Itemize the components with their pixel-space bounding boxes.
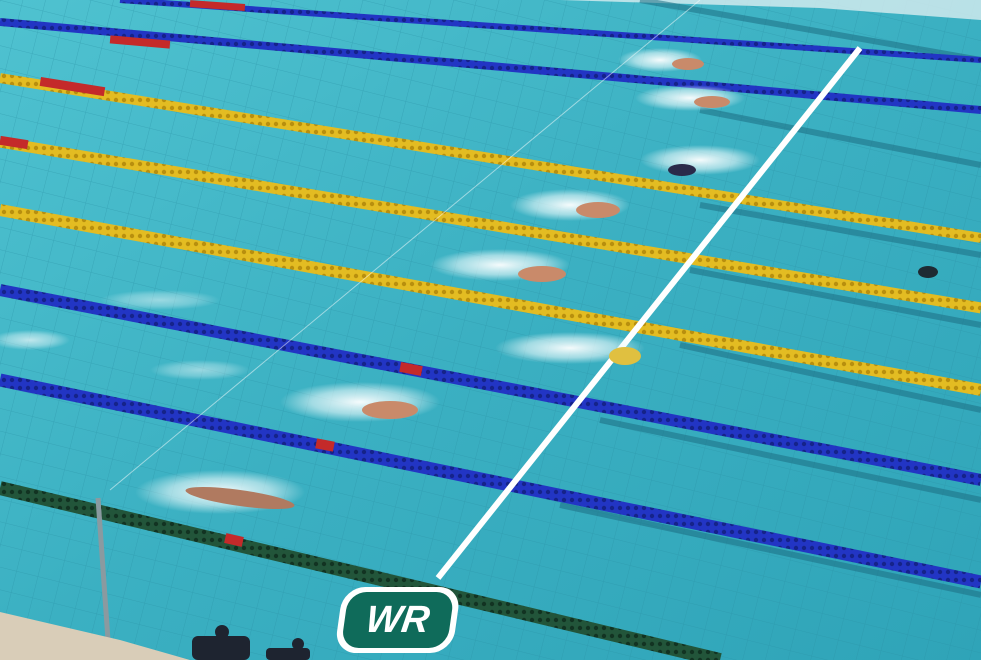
swimmer-lane-7 [280, 382, 440, 422]
swimmer-lane-8 [135, 470, 305, 514]
wr-badge-label: WR [363, 598, 433, 641]
swimmer-lane-2 [635, 85, 745, 111]
swimmer-lane-4 [510, 189, 630, 221]
wr-badge [330, 582, 470, 660]
